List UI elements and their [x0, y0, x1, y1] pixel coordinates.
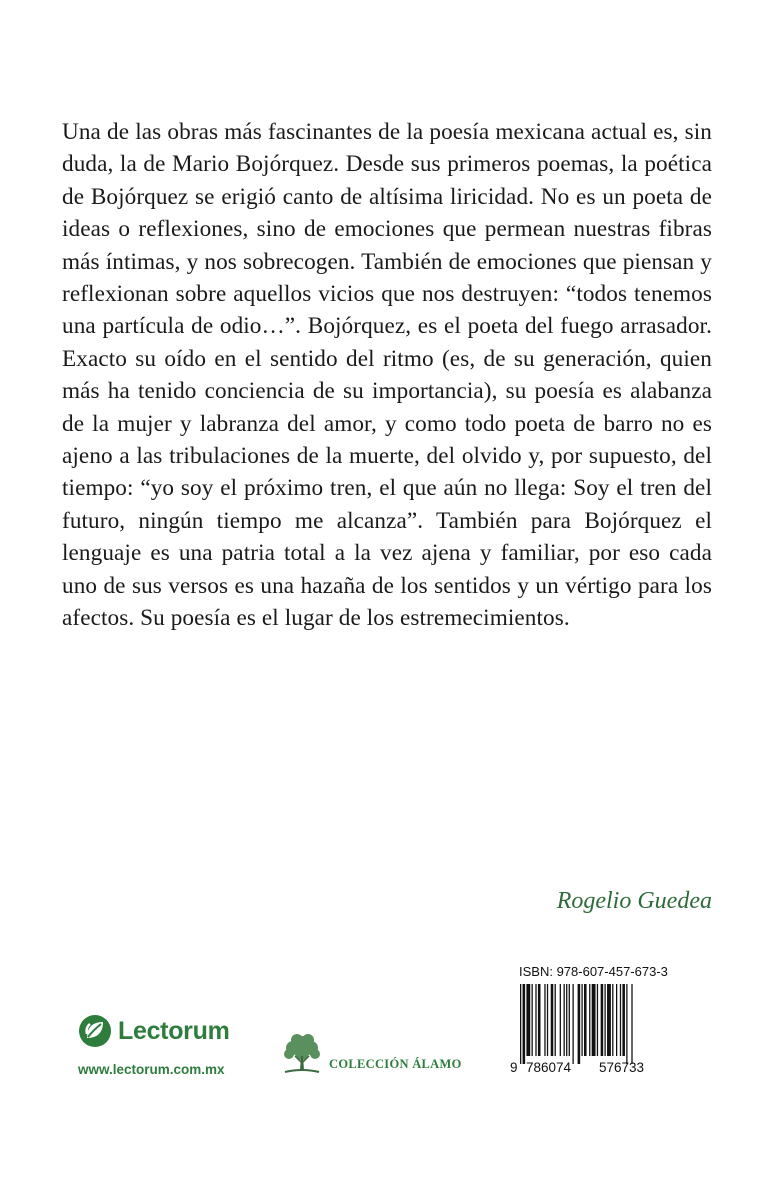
barcode-bar — [589, 984, 590, 1056]
blurb-author: Rogelio Guedea — [556, 888, 712, 914]
barcode-bar — [566, 984, 567, 1056]
barcode-bar — [607, 984, 611, 1056]
poplar-tree-icon — [281, 1032, 323, 1076]
barcode-bar — [526, 984, 530, 1056]
barcode-bar — [569, 984, 570, 1056]
barcode-bar — [604, 984, 605, 1056]
barcode-bar — [551, 984, 554, 1056]
barcode-bar — [520, 984, 521, 1064]
isbn-label: ISBN: 978-607-457-673-3 — [519, 964, 668, 979]
barcode-bar — [581, 984, 582, 1056]
barcode-bar — [538, 984, 541, 1056]
barcode-bar — [631, 984, 632, 1064]
barcode-bar — [626, 984, 627, 1064]
lectorum-leaf-logo-icon — [78, 1014, 112, 1048]
publisher-name: Lectorum — [118, 1016, 230, 1045]
barcode-bar — [601, 984, 604, 1056]
barcode-bar — [584, 984, 587, 1056]
barcode-bar — [535, 984, 536, 1056]
barcode-bars — [520, 984, 633, 1064]
barcode-bar — [616, 984, 617, 1056]
barcode-bar — [578, 984, 581, 1064]
publisher-url: www.lectorum.com.mx — [78, 1062, 225, 1077]
barcode-bar — [544, 984, 545, 1056]
barcode-bar — [612, 984, 613, 1056]
barcode-bar — [560, 984, 561, 1056]
barcode-bar — [622, 984, 625, 1056]
collection-logo — [281, 1032, 462, 1076]
barcode-bar — [555, 984, 556, 1056]
barcode-digits-left: 786074 — [526, 1060, 572, 1075]
barcode-bar — [523, 984, 526, 1064]
isbn-barcode — [504, 984, 674, 1076]
barcode-digits-right: 576733 — [599, 1060, 645, 1075]
barcode-bar — [572, 984, 573, 1064]
collection-name: COLECCIÓN ÁLAMO — [329, 1057, 462, 1071]
barcode-bar — [620, 984, 621, 1056]
barcode-digit-first: 9 — [510, 1060, 518, 1075]
barcode-bar — [597, 984, 598, 1056]
barcode-bar — [564, 984, 565, 1056]
back-cover-blurb: Una de las obras más fascinantes de la poesía mexicana actual es, sin duda, la de Mario Bojórquez. Desde sus primeros poemas, la poética de Bojórquez se erigió canto de altísima liricidad. No es un poeta de ideas o reflexiones, sino de emociones que permean nuestras fibras más íntimas, y nos sobrecogen. También de emociones que piensan y reflexionan sobre aquellos vicios que nos destruyen: “todos tenemos una partícula de odio…”. Bojórquez, es el poeta del fuego arrasador. Exacto su oído en el sentido del ritmo (es, de su generación, quien más ha tenido conciencia de su importancia), su poesía es alabanza de la mujer y labranza del amor, y como todo poeta de barro no es ajeno a las tribulaciones de la muerte, del olvido y, por supuesto, del tiempo: “yo soy el próximo tren, el que aún no llega: Soy el tren del futuro, ningún tiempo me alcanza”. También para Bojórquez el lenguaje es una patria total a la vez ajena y familiar, por eso cada uno de sus versos es una hazaña de los sentidos y un vértigo para los afectos. Su poesía es el lugar de los estremecimientos. — [62, 119, 712, 632]
barcode-bar — [592, 984, 596, 1056]
barcode-bar — [532, 984, 533, 1056]
lectorum-logo — [78, 1014, 230, 1048]
barcode-bar — [547, 984, 548, 1056]
